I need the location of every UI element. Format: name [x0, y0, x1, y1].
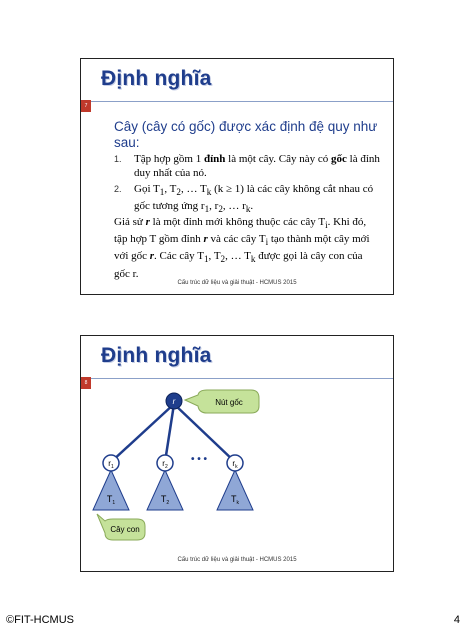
slide-footer: Cấu trúc dữ liệu và giải thuật - HCMUS 2015: [177, 557, 297, 563]
child-node-r2-label: $r_2$: [162, 459, 168, 470]
list-text: Tập hợp gồm 1 đỉnh là một cây. Cây này có gốc là đỉnh duy nhất của nó.: [134, 153, 380, 179]
subtree-t2-label: $T_2$: [160, 494, 170, 506]
subtree-t1-label: $T_1$: [106, 494, 116, 506]
subtree-tk-label: $T_k$: [231, 494, 239, 506]
tree-diagram: [81, 384, 393, 572]
subtree-t2: [147, 470, 183, 510]
term-root: gốc: [331, 153, 347, 165]
copyright-text: ©FIT-HCMUS: [6, 614, 74, 626]
definition-lead: Cây (cây có gốc) được xác định đệ quy như sau:: [114, 119, 378, 150]
title-divider: [81, 378, 393, 379]
root-node-label: r: [172, 397, 176, 406]
subtree-t1: [93, 470, 129, 510]
ellipsis-dots: • • •: [190, 454, 208, 465]
list-number: 2.: [114, 184, 122, 194]
slide-tree-diagram: [80, 335, 394, 572]
edge-root-r1: [111, 404, 174, 462]
callout-subtree-label: Cây con: [110, 525, 140, 534]
list-number: 1.: [114, 154, 122, 164]
slide-title: Định nghĩa: [101, 67, 212, 90]
list-text: Gọi $T_1$, $T_2$, … $T_k$ (k ≥ 1) là các cây không cắt nhau có gốc tương ứng $r_1$, $r_2$, … $r_k$.: [134, 183, 374, 215]
child-node-r1-label: $r_1$: [108, 459, 114, 470]
title-divider: [81, 101, 393, 102]
slide-number-marker: 7: [81, 100, 91, 112]
slide-footer: Cấu trúc dữ liệu và giải thuật - HCMUS 2015: [177, 280, 297, 286]
child-node-rk-label: $r_k$: [232, 459, 238, 470]
slide-number-marker: 8: [81, 377, 91, 389]
page-number: 4: [453, 614, 460, 626]
callout-root-label: Nút gốc: [215, 398, 243, 407]
definition-paragraph: Giả sử r là một đỉnh mới không thuộc các cây $T_i$. Khi đó, tập hợp T gồm đỉnh r và các cây $T_i$ tạo thành một cây mới với gốc r. Các cây $T_1$, $T_2$, … $T_k$ được gọi là cây con của gốc r.: [114, 216, 370, 280]
slide-definition-text: [80, 58, 394, 295]
subtree-tk: [217, 470, 253, 510]
slide-title: Định nghĩa: [101, 344, 212, 367]
term-vertex: đỉnh: [203, 153, 226, 165]
